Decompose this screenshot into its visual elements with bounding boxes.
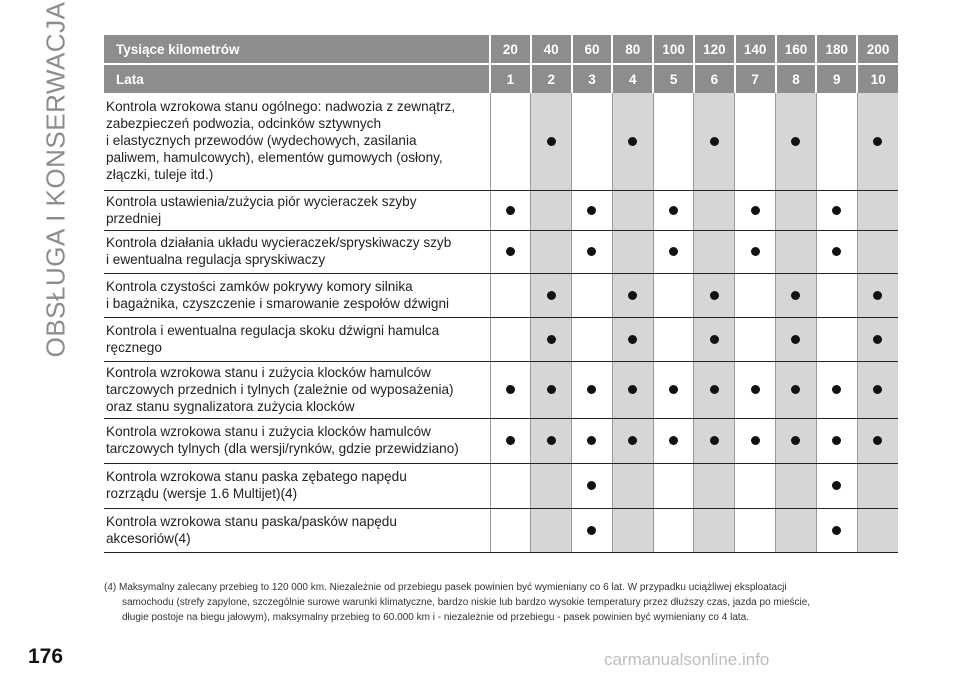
table-row	[104, 463, 898, 508]
schedule-cell	[531, 93, 572, 190]
check-dot-icon	[873, 436, 882, 445]
check-dot-icon	[547, 335, 556, 344]
check-dot-icon	[791, 291, 800, 300]
table-row	[104, 317, 898, 361]
header-row-years	[104, 64, 898, 93]
footnote-line: długie postoje na biegu jałowym), maksymalny przebieg to 60.000 km i - niezależnie od przebiegu - pasek powinien być wymieniany co 4 lata.	[122, 612, 750, 623]
schedule-cell	[816, 463, 857, 508]
description-line: Kontrola czystości zamków pokrywy komory silnika	[106, 278, 413, 294]
schedule-cell	[572, 93, 613, 190]
schedule-cell	[531, 317, 572, 361]
schedule-cell	[694, 230, 735, 273]
header-years-label: Lata	[104, 64, 490, 93]
schedule-cell	[857, 317, 898, 361]
schedule-cell	[816, 361, 857, 418]
schedule-cell	[531, 230, 572, 273]
row-description	[104, 190, 490, 230]
schedule-cell	[653, 230, 694, 273]
row-description	[104, 361, 490, 418]
table-row	[104, 418, 898, 463]
schedule-cell	[612, 190, 653, 230]
description-line: Kontrola ustawienia/zużycia piór wycieraczek szyby	[106, 193, 417, 209]
schedule-cell	[735, 93, 776, 190]
header-row-km	[104, 35, 898, 64]
check-dot-icon	[873, 137, 882, 146]
header-km-value: 60	[572, 35, 613, 64]
schedule-cell	[653, 418, 694, 463]
description-line: zabezpieczeń podwozia, odcinków sztywnych	[106, 116, 382, 132]
schedule-cell	[694, 508, 735, 552]
schedule-cell	[490, 190, 531, 230]
check-dot-icon	[628, 137, 637, 146]
header-year-value: 9	[816, 64, 857, 93]
check-dot-icon	[873, 385, 882, 394]
schedule-cell	[857, 361, 898, 418]
schedule-cell	[531, 508, 572, 552]
check-dot-icon	[791, 436, 800, 445]
row-description	[104, 93, 490, 190]
schedule-cell	[735, 361, 776, 418]
check-dot-icon	[587, 526, 596, 535]
check-dot-icon	[751, 385, 760, 394]
header-year-value: 5	[653, 64, 694, 93]
description-line: oraz stanu sygnalizatora zużycia klocków	[106, 398, 355, 414]
schedule-cell	[857, 190, 898, 230]
page-number: 176	[28, 645, 64, 668]
check-dot-icon	[506, 247, 515, 256]
description-line: ręcznego	[106, 339, 162, 355]
check-dot-icon	[669, 247, 678, 256]
check-dot-icon	[873, 335, 882, 344]
schedule-cell	[816, 273, 857, 317]
check-dot-icon	[751, 206, 760, 215]
description-line: i ewentualna regulacja spryskiwaczy	[106, 252, 326, 267]
check-dot-icon	[791, 137, 800, 146]
schedule-cell	[776, 93, 817, 190]
schedule-cell	[572, 418, 613, 463]
description-line: paliwem, hamulcowych), elementów gumowych (osłony,	[106, 150, 443, 166]
header-km-value: 140	[735, 35, 776, 64]
check-dot-icon	[587, 385, 596, 394]
schedule-cell	[490, 273, 531, 317]
schedule-cell	[857, 418, 898, 463]
schedule-cell	[816, 508, 857, 552]
schedule-cell	[735, 463, 776, 508]
header-year-value: 6	[694, 64, 735, 93]
header-year-value: 2	[531, 64, 572, 93]
schedule-cell	[572, 463, 613, 508]
schedule-cell	[653, 93, 694, 190]
check-dot-icon	[710, 436, 719, 445]
description-line: przedniej	[106, 210, 162, 226]
description-line: i bagażnika, czyszczenie i smarowanie zespołów dźwigni	[106, 295, 450, 311]
schedule-cell	[694, 317, 735, 361]
check-dot-icon	[832, 206, 841, 215]
schedule-cell	[776, 361, 817, 418]
schedule-cell	[612, 361, 653, 418]
schedule-cell	[653, 317, 694, 361]
schedule-cell	[694, 190, 735, 230]
schedule-cell	[653, 190, 694, 230]
header-km-value: 40	[531, 35, 572, 64]
schedule-cell	[735, 190, 776, 230]
header-km-value: 180	[816, 35, 857, 64]
schedule-cell	[816, 418, 857, 463]
schedule-cell	[612, 273, 653, 317]
description-line: Kontrola wzrokowa stanu ogólnego: nadwozia z zewnątrz,	[106, 99, 456, 115]
schedule-cell	[816, 190, 857, 230]
schedule-cell	[531, 273, 572, 317]
description-line: akcesoriów(4)	[106, 530, 191, 546]
schedule-cell	[776, 273, 817, 317]
schedule-cell	[776, 463, 817, 508]
check-dot-icon	[547, 137, 556, 146]
header-year-value: 7	[735, 64, 776, 93]
description-line: Kontrola wzrokowa stanu i zużycia klocków hamulców	[106, 424, 431, 439]
schedule-cell	[490, 463, 531, 508]
row-description	[104, 418, 490, 463]
schedule-cell	[612, 317, 653, 361]
section-title: OBSŁUGA I KONSERWACJA	[40, 1, 71, 357]
check-dot-icon	[710, 335, 719, 344]
schedule-cell	[816, 93, 857, 190]
schedule-cell	[694, 463, 735, 508]
schedule-cell	[572, 361, 613, 418]
header-km-value: 80	[612, 35, 653, 64]
schedule-cell	[694, 273, 735, 317]
check-dot-icon	[832, 247, 841, 256]
schedule-cell	[816, 230, 857, 273]
check-dot-icon	[669, 206, 678, 215]
check-dot-icon	[506, 206, 515, 215]
watermark: carmanualsonline.info	[604, 650, 770, 669]
schedule-cell	[490, 93, 531, 190]
header-km-value: 120	[694, 35, 735, 64]
schedule-cell	[735, 508, 776, 552]
row-description	[104, 230, 490, 273]
schedule-cell	[776, 317, 817, 361]
table-row	[104, 361, 898, 418]
header-km-label: Tysiące kilometrów	[104, 35, 490, 64]
schedule-cell	[612, 463, 653, 508]
description-line: i elastycznych przewodów (wydechowych, zasilania	[106, 133, 417, 149]
schedule-cell	[612, 93, 653, 190]
schedule-cell	[531, 418, 572, 463]
check-dot-icon	[832, 481, 841, 490]
schedule-cell	[653, 361, 694, 418]
schedule-cell	[531, 361, 572, 418]
schedule-cell	[612, 230, 653, 273]
schedule-cell	[694, 361, 735, 418]
header-year-value: 4	[612, 64, 653, 93]
header-year-value: 10	[857, 64, 898, 93]
row-description	[104, 273, 490, 317]
schedule-cell	[572, 317, 613, 361]
check-dot-icon	[669, 385, 678, 394]
schedule-cell	[776, 418, 817, 463]
schedule-cell	[490, 230, 531, 273]
check-dot-icon	[791, 385, 800, 394]
schedule-cell	[776, 230, 817, 273]
check-dot-icon	[832, 436, 841, 445]
schedule-cell	[857, 93, 898, 190]
check-dot-icon	[628, 291, 637, 300]
schedule-cell	[857, 230, 898, 273]
check-dot-icon	[587, 206, 596, 215]
header-km-value: 100	[653, 35, 694, 64]
schedule-cell	[490, 317, 531, 361]
check-dot-icon	[873, 291, 882, 300]
schedule-cell	[694, 418, 735, 463]
check-dot-icon	[791, 335, 800, 344]
schedule-cell	[572, 273, 613, 317]
schedule-cell	[490, 361, 531, 418]
check-dot-icon	[832, 526, 841, 535]
footnote-line: samochodu (strefy zapylone, szczególnie surowe warunki klimatyczne, bardzo niskie lub bardzo wysokie temperatury przez dłuższy czas, jazda po mieście,	[122, 597, 811, 608]
description-line: Kontrola wzrokowa stanu paska/pasków napędu	[106, 513, 397, 529]
header-km-value: 200	[857, 35, 898, 64]
schedule-cell	[572, 230, 613, 273]
table-row	[104, 190, 898, 230]
check-dot-icon	[710, 385, 719, 394]
header-km-value: 160	[776, 35, 817, 64]
row-description	[104, 463, 490, 508]
check-dot-icon	[547, 291, 556, 300]
check-dot-icon	[506, 385, 515, 394]
schedule-cell	[490, 508, 531, 552]
check-dot-icon	[669, 436, 678, 445]
description-line: Kontrola wzrokowa stanu paska zębatego napędu	[106, 469, 407, 484]
table-row	[104, 230, 898, 273]
schedule-cell	[653, 273, 694, 317]
schedule-cell	[653, 508, 694, 552]
table-row	[104, 273, 898, 317]
description-line: Kontrola wzrokowa stanu i zużycia klocków hamulców	[106, 364, 431, 380]
header-year-value: 1	[490, 64, 531, 93]
schedule-cell	[572, 190, 613, 230]
maintenance-schedule-table	[104, 35, 898, 553]
schedule-cell	[531, 190, 572, 230]
schedule-cell	[857, 273, 898, 317]
check-dot-icon	[628, 436, 637, 445]
header-km-value: 20	[490, 35, 531, 64]
table-row	[104, 508, 898, 552]
section-title-vertical	[28, 1, 84, 357]
schedule-cell	[816, 317, 857, 361]
footnote	[104, 580, 904, 625]
check-dot-icon	[751, 436, 760, 445]
check-dot-icon	[832, 385, 841, 394]
check-dot-icon	[628, 385, 637, 394]
schedule-cell	[572, 508, 613, 552]
schedule-cell	[857, 463, 898, 508]
schedule-cell	[857, 508, 898, 552]
description-line: tarczowych tylnych (dla wersji/rynków, gdzie przewidziano)	[106, 441, 459, 456]
description-line: tarczowych przednich i tylnych (zależnie od wyposażenia)	[106, 381, 454, 397]
description-line: Kontrola działania układu wycieraczek/spryskiwaczy szyb	[106, 235, 452, 250]
description-line: złączki, tuleje itd.)	[106, 167, 214, 183]
check-dot-icon	[587, 436, 596, 445]
schedule-cell	[612, 418, 653, 463]
schedule-cell	[735, 273, 776, 317]
schedule-cell	[490, 418, 531, 463]
description-line: Kontrola i ewentualna regulacja skoku dźwigni hamulca	[106, 322, 440, 338]
description-line: rozrządu (wersje 1.6 Multijet)(4)	[106, 486, 298, 501]
check-dot-icon	[628, 335, 637, 344]
check-dot-icon	[547, 436, 556, 445]
schedule-cell	[735, 418, 776, 463]
schedule-cell	[531, 463, 572, 508]
check-dot-icon	[751, 247, 760, 256]
header-year-value: 8	[776, 64, 817, 93]
footnote-line: (4) Maksymalny zalecany przebieg to 120 000 km. Niezależnie od przebiegu pasek powinien być wymieniany co 6 lat. W przypadku uciążliwej eksploatacji	[104, 582, 787, 593]
row-description	[104, 508, 490, 552]
check-dot-icon	[506, 436, 515, 445]
schedule-cell	[694, 93, 735, 190]
row-description	[104, 317, 490, 361]
schedule-cell	[735, 317, 776, 361]
check-dot-icon	[710, 291, 719, 300]
schedule-cell	[735, 230, 776, 273]
check-dot-icon	[710, 137, 719, 146]
check-dot-icon	[587, 247, 596, 256]
header-year-value: 3	[572, 64, 613, 93]
check-dot-icon	[587, 481, 596, 490]
schedule-cell	[776, 190, 817, 230]
check-dot-icon	[547, 385, 556, 394]
schedule-body	[104, 93, 898, 552]
schedule-cell	[653, 463, 694, 508]
schedule-cell	[612, 508, 653, 552]
schedule-cell	[776, 508, 817, 552]
table-row	[104, 93, 898, 190]
